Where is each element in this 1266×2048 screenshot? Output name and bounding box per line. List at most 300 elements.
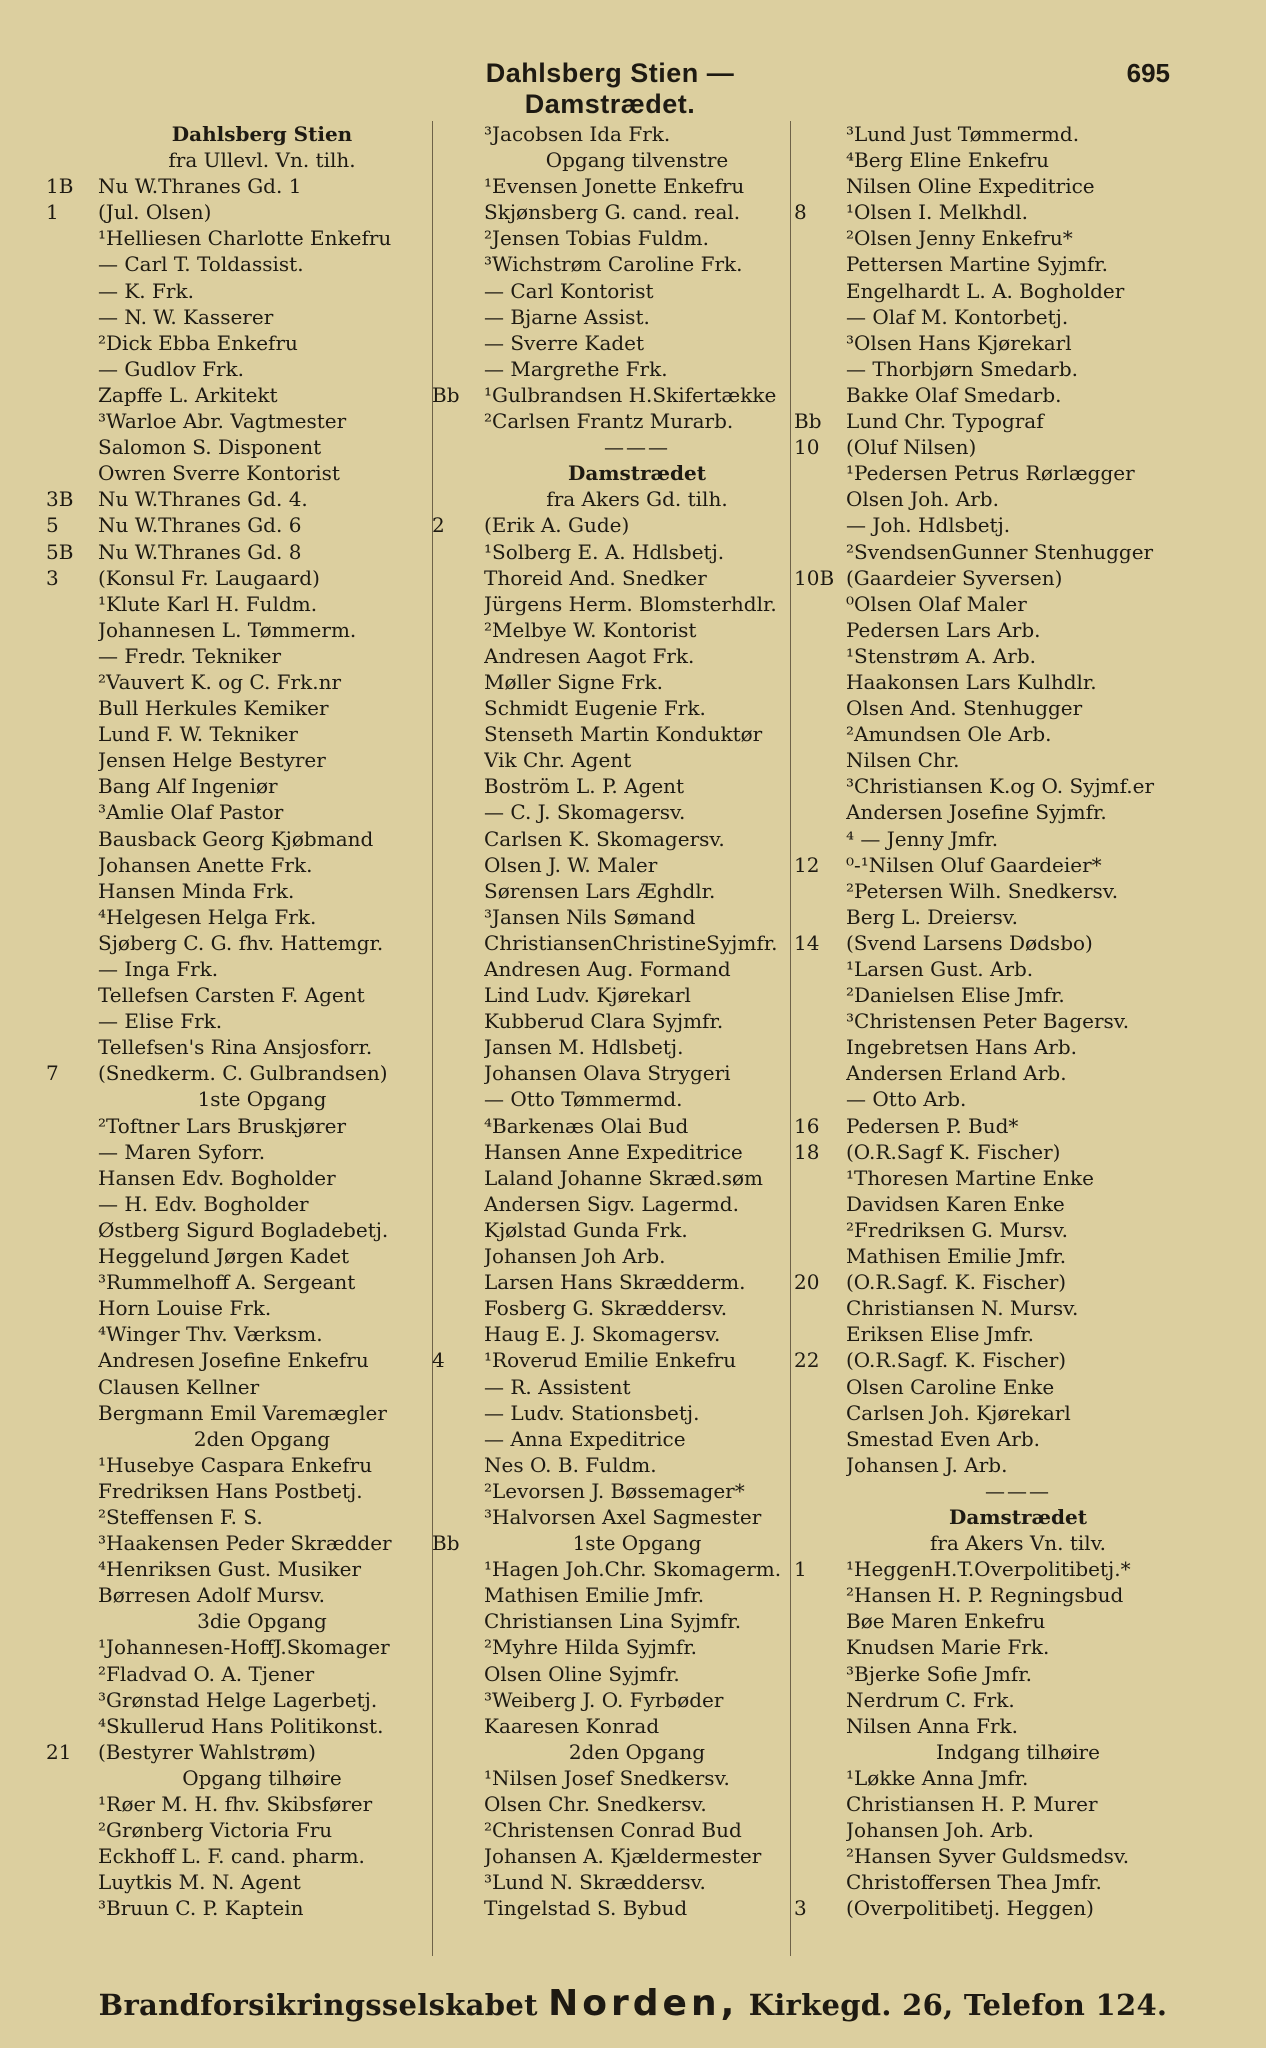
house-number [428,1661,484,1687]
directory-entry [428,591,790,617]
entry-text: Johannesen L. Tømmerm. [98,617,357,642]
entry-text: ⁴Henriksen Gust. Musiker [98,1557,361,1582]
directory-entry [790,1295,1190,1321]
directory-entry [790,1452,1190,1478]
entry-text: ¹HeggenH.T.Overpolitibetj.* [846,1557,1131,1582]
directory-entry [428,278,790,304]
entry-text: Johansen Olava Strygeri [484,1061,731,1086]
entry-text: ¹Johannesen-HoffJ.Skomager [98,1635,390,1660]
house-number [42,251,98,277]
house-number [428,1843,484,1869]
directory-entry [42,930,426,956]
entry-text: ³Rummelhoff A. Sergeant [98,1270,356,1295]
entry-text: ¹Larsen Gust. Arb. [846,957,1034,981]
directory-entry [42,669,426,695]
street-heading [428,460,790,486]
directory-entry [42,1217,426,1243]
directory-entry [42,956,426,982]
house-number [790,747,846,773]
house-number [42,982,98,1008]
entry-text: Damstrædet [568,461,706,486]
directory-entry [790,173,1190,199]
house-number [42,1217,98,1243]
entry-text: Stenseth Martin Konduktør [484,722,763,747]
directory-entry [428,1139,790,1165]
entry-text: — N. W. Kasserer [98,304,274,329]
entry-text: ³Haakensen Peder Skrædder [98,1531,392,1556]
entry-text: ⁰Olsen Olaf Maler [846,591,1027,616]
entry-text: Dahlsberg Stien [171,122,353,146]
house-number [790,1034,846,1060]
entry-text: ⁴ — Jenny Jmfr. [846,826,999,851]
directory-entry [42,173,426,199]
house-number [42,1817,98,1843]
directory-entry [790,225,1190,251]
directory-entry [428,304,790,330]
house-number [790,878,846,904]
house-number [790,1243,846,1269]
house-number [790,1321,846,1347]
entry-text: Carlsen Joh. Kjørekarl [846,1400,1071,1425]
house-number [790,1504,846,1530]
house-number [790,121,846,147]
directory-entry [790,721,1190,747]
entry-text: Carlsen K. Skomagersv. [484,826,725,851]
house-number [428,591,484,617]
entry-text: fra Akers Vn. tilv. [930,1531,1106,1556]
house-number [428,1452,484,1478]
directory-entry [428,1113,790,1139]
directory-entry [428,408,790,434]
advertisement-footer [0,1983,1266,2024]
house-number: 18 [794,1139,820,1164]
directory-entry [42,1060,426,1086]
directory-entry [428,904,790,930]
house-number [790,1739,846,1765]
directory-entry [790,1139,1190,1165]
house-number [428,1113,484,1139]
entry-text: Sørensen Lars Æghdlr. [484,878,716,903]
entry-text: ¹Hagen Joh.Chr. Skomagerm. [484,1557,782,1582]
house-number [790,330,846,356]
entry-text: ²Levorsen J. Bøssemager* [484,1478,745,1503]
directory-entry [42,199,426,225]
directory-entry [790,1895,1190,1921]
house-number [428,982,484,1008]
directory-entry [790,434,1190,460]
entry-text: — Elise Frk. [98,1009,223,1034]
house-number [790,1165,846,1191]
house-number [428,251,484,277]
directory-entry [428,1034,790,1060]
directory-entry [42,1739,426,1765]
house-number: 12 [794,852,820,877]
entry-text: ⁴Winger Thv. Værksm. [98,1322,323,1347]
house-number: 5 [46,513,59,538]
house-number [790,956,846,982]
house-number [428,643,484,669]
house-number [42,408,98,434]
house-number [790,1008,846,1034]
entry-text: — C. J. Skomagersv. [484,800,686,825]
directory-entry [428,1608,790,1634]
house-number [790,512,846,538]
section-subheading [428,147,790,173]
directory-entry [428,1869,790,1895]
house-number [42,1139,98,1165]
house-number [42,617,98,643]
directory-entry [42,1269,426,1295]
house-number: 3B [46,487,74,512]
entry-text: ³Wichstrøm Caroline Frk. [484,252,743,277]
directory-entry [790,1321,1190,1347]
entry-text: Christiansen H. P. Murer [846,1792,1098,1816]
directory-entry [428,1243,790,1269]
directory-entry [42,1347,426,1373]
entry-text: Andersen Josefine Syjmfr. [846,800,1107,825]
entry-text: Engelhardt L. A. Bogholder [846,278,1125,303]
house-number [790,695,846,721]
house-number [790,356,846,382]
house-number [428,539,484,565]
directory-entry [428,121,790,147]
house-number [428,1269,484,1295]
directory-entry [428,1791,790,1817]
entry-text: Lund F. W. Tekniker [98,722,298,747]
house-number [428,1008,484,1034]
entry-text: ¹Nilsen Josef Snedkersv. [484,1765,730,1790]
house-number [42,1895,98,1921]
entry-text: ³Jansen Nils Sømand [484,904,696,929]
entry-text: ³Bruun C. P. Kaptein [98,1896,304,1921]
entry-text: ³Amlie Olaf Pastor [98,800,284,825]
directory-entry [790,251,1190,277]
entry-text: Bang Alf Ingeniør [98,774,278,799]
house-number [42,1269,98,1295]
entry-text: Clausen Kellner [98,1374,260,1399]
entry-text: Nu W.Thranes Gd. 4. [98,487,308,512]
house-number [790,173,846,199]
directory-entry [42,278,426,304]
entry-text: Sjøberg C. G. fhv. Hattemgr. [98,930,384,955]
house-number [428,747,484,773]
directory-entry [428,173,790,199]
directory-entry [790,1634,1190,1660]
entry-text: ¹Klute Karl H. Fuldm. [98,591,318,616]
house-number [42,773,98,799]
directory-entry [428,382,790,408]
directory-entry [428,1895,790,1921]
entry-text: Christiansen N. Mursv. [846,1296,1079,1321]
directory-entry [790,1765,1190,1791]
directory-entry [790,1113,1190,1139]
house-number [428,1374,484,1400]
house-number [428,1895,484,1921]
directory-entry [428,199,790,225]
directory-entry [428,1321,790,1347]
directory-entry [790,356,1190,382]
entry-text: Bøe Maren Enkefru [846,1609,1046,1634]
directory-entry [428,982,790,1008]
house-number [428,904,484,930]
entry-text: ²Hansen Syver Guldsmedsv. [846,1844,1130,1869]
house-number: 2 [432,513,445,538]
house-number [42,1400,98,1426]
directory-entry [42,852,426,878]
directory-entry [790,1661,1190,1687]
directory-entry [42,1869,426,1895]
house-number [428,1765,484,1791]
house-number [790,1295,846,1321]
directory-entry [42,904,426,930]
directory-entry [790,460,1190,486]
directory-entry [790,1713,1190,1739]
entry-text: ¹Solberg E. A. Hdlsbetj. [484,539,725,564]
house-number [42,878,98,904]
house-number [790,1843,846,1869]
entry-text: Owren Sverre Kontorist [98,461,340,486]
entry-text: — Sverre Kadet [484,330,645,355]
entry-text: Andersen Sigv. Lagermd. [484,1191,739,1216]
entry-text: 2den Opgang [193,1426,331,1451]
house-number [42,799,98,825]
house-number [42,956,98,982]
house-number [790,460,846,486]
entry-text: Nu W.Thranes Gd. 6 [98,513,302,538]
house-number [42,1582,98,1608]
house-number [42,1791,98,1817]
directory-entry [428,1661,790,1687]
entry-text: Kjølstad Gunda Frk. [484,1217,688,1242]
entry-text: Lund Chr. Typograf [846,409,1044,434]
house-number [428,121,484,147]
directory-entry [42,356,426,382]
directory-entry [790,1374,1190,1400]
house-number [42,747,98,773]
directory-entry [428,565,790,591]
entry-text: ⁰-¹Nilsen Oluf Gaardeier* [846,852,1102,877]
house-number: 14 [794,930,820,955]
house-number [42,1504,98,1530]
entry-text: ³Christiansen K.og O. Syjmf.er [846,774,1155,799]
entry-text: ²Petersen Wilh. Snedkersv. [846,878,1119,903]
entry-text: ²Carlsen Frantz Murarb. [484,409,734,434]
directory-entry [42,1817,426,1843]
directory-entry [790,304,1190,330]
directory-entry [428,1687,790,1713]
section-subheading [42,1426,426,1452]
house-number [428,1139,484,1165]
directory-entry [428,330,790,356]
house-number [42,930,98,956]
directory-entry [790,1243,1190,1269]
entry-text: ³Halvorsen Axel Sagmester [484,1504,762,1529]
directory-entry [42,1634,426,1660]
house-number [42,225,98,251]
house-number [790,1452,846,1478]
directory-entry [428,1452,790,1478]
directory-entry [790,382,1190,408]
directory-entry [42,1530,426,1556]
entry-text: Christiansen Lina Syjmfr. [484,1609,742,1634]
house-number [428,199,484,225]
section-subheading [790,1739,1190,1765]
entry-text: Tellefsen Carsten F. Agent [98,983,365,1008]
house-number [42,434,98,460]
house-number [428,878,484,904]
directory-entry [428,356,790,382]
house-number [42,721,98,747]
entry-text: Hansen Minda Frk. [98,878,295,903]
entry-text: ¹Pedersen Petrus Rørlægger [846,461,1135,486]
entry-text: Nu W.Thranes Gd. 1 [98,174,302,199]
house-number [790,278,846,304]
entry-text: (Svend Larsens Dødsbo) [846,930,1093,955]
entry-text: ⁴Skullerud Hans Politikonst. [98,1713,384,1738]
directory-entry [428,773,790,799]
house-number [428,1243,484,1269]
directory-entry [790,1217,1190,1243]
directory-entry [42,1165,426,1191]
entry-text: Opgang tilvenstre [545,148,729,173]
entry-text: Mathisen Emilie Jmfr. [846,1244,1067,1269]
house-number: 1B [46,174,74,199]
entry-text: Boström L. P. Agent [484,774,685,799]
directory-entry [428,1478,790,1504]
house-number [790,1191,846,1217]
directory-entry [42,486,426,512]
house-number [790,147,846,173]
house-number: 7 [46,1061,59,1086]
directory-entry [428,1426,790,1452]
directory-entry [790,512,1190,538]
entry-text: Thoreid And. Snedker [484,565,707,590]
entry-text: Olsen Joh. Arb. [846,487,999,512]
section-subheading [42,1086,426,1112]
entry-text: fra Akers Gd. tilh. [546,487,728,512]
house-number [42,1634,98,1660]
entry-text: — Otto Arb. [846,1087,967,1112]
entry-text: Eriksen Elise Jmfr. [846,1322,1034,1347]
column-2 [428,121,790,1956]
house-number [790,799,846,825]
house-number [428,1060,484,1086]
section-subheading [790,1530,1190,1556]
directory-entry [790,747,1190,773]
house-number [42,852,98,878]
house-number [428,1791,484,1817]
entry-text: — Bjarne Assist. [484,304,650,329]
directory-entry [790,1791,1190,1817]
entry-text: — Gudlov Frk. [98,356,245,381]
house-number [428,852,484,878]
entry-text: Olsen And. Stenhugger [846,696,1083,721]
directory-entry [428,1765,790,1791]
house-number: 4 [432,1348,445,1373]
entry-text: Skjønsberg G. cand. real. [484,200,741,225]
house-number [42,1165,98,1191]
entry-text: Møller Signe Frk. [484,669,663,694]
directory-entry [428,878,790,904]
entry-text: ⁴Helgesen Helga Frk. [98,904,317,929]
entry-text: Hansen Anne Expeditrice [484,1139,743,1164]
entry-text: ⁴Berg Eline Enkefru [846,148,1050,173]
house-number [428,173,484,199]
entry-text: ²Fladvad O. A. Tjener [98,1661,315,1686]
house-number [428,617,484,643]
entry-text: — Olaf M. Kontorbetj. [846,304,1069,329]
entry-text: Opgang tilhøire [182,1765,342,1790]
house-number: 16 [794,1113,820,1138]
entry-text: ¹Thoresen Martine Enke [846,1165,1094,1190]
entry-text: Nilsen Chr. [846,748,960,773]
house-number [42,460,98,486]
directory-entry [428,1347,790,1373]
directory-entry [428,1556,790,1582]
entry-text: — Ludv. Stationsbetj. [484,1400,700,1425]
section-subheading [42,147,426,173]
directory-entry [790,695,1190,721]
entry-text: ³Lund Just Tømmermd. [846,122,1080,146]
directory-entry [790,408,1190,434]
house-number [428,1217,484,1243]
directory-entry [42,512,426,538]
entry-text: Johansen Joh Arb. [484,1244,666,1269]
house-number: 20 [794,1270,820,1295]
entry-text: ²Myhre Hilda Syjmfr. [484,1635,698,1660]
directory-entry [42,304,426,330]
footer-brand: Norden, [548,1983,739,2024]
house-number [428,695,484,721]
entry-text: Pedersen P. Bud* [846,1113,1019,1138]
house-number [428,956,484,982]
house-number [790,251,846,277]
entry-text: 1ste Opgang [572,1531,702,1556]
entry-text: Nilsen Anna Frk. [846,1713,1019,1738]
entry-text: (Jul. Olsen) [98,200,212,225]
house-number [428,408,484,434]
house-number: Bb [432,382,460,407]
directory-entry [790,1008,1190,1034]
house-number [790,1400,846,1426]
directory-entry [790,1817,1190,1843]
directory-entry [428,721,790,747]
house-number [428,826,484,852]
directory-entry [790,878,1190,904]
directory-entry [790,1687,1190,1713]
directory-entry [42,747,426,773]
entry-text: (Snedkerm. C. Gulbrandsen) [98,1061,388,1086]
house-number [42,1321,98,1347]
entry-text: Horn Louise Frk. [98,1296,272,1321]
entry-text: ChristiansenChristineSyjmfr. [484,930,778,955]
house-number [790,1374,846,1400]
house-number: Bb [794,409,822,434]
entry-text: Pedersen Lars Arb. [846,617,1041,642]
house-number [428,799,484,825]
page-header [0,58,1266,119]
directory-entry [42,382,426,408]
directory-entry [42,251,426,277]
house-number: 3 [46,565,59,590]
entry-text: Østberg Sigurd Bogladebetj. [98,1217,389,1242]
directory-entry [42,799,426,825]
directory-entry [42,878,426,904]
directory-entry [428,617,790,643]
directory-entry [790,278,1190,304]
entry-text: — Carl T. Toldassist. [98,252,304,277]
house-number [428,1295,484,1321]
